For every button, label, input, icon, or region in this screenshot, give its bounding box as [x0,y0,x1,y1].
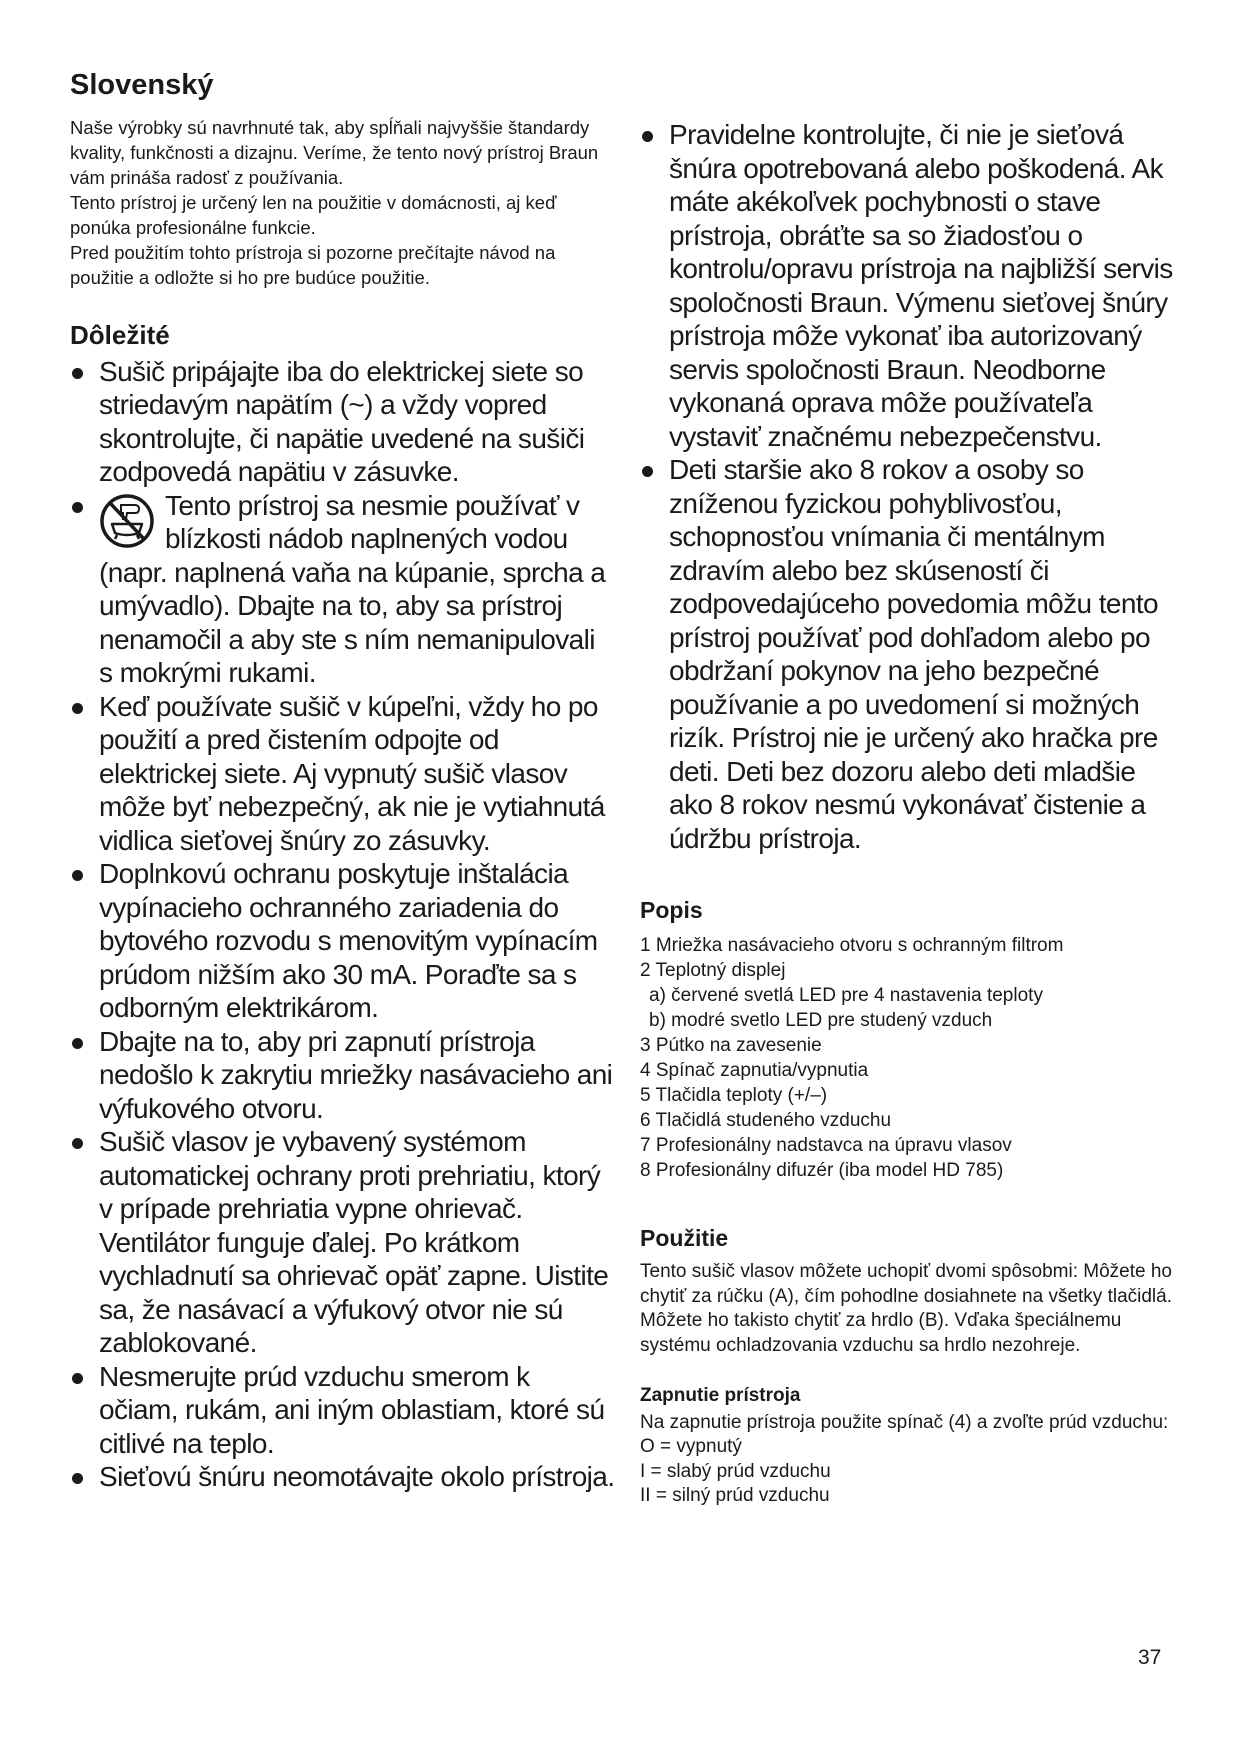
zapnutie-paragraph: Na zapnutie prístroja použite spínač (4) a zvoľte prúd vzduchu: [640,1411,1169,1433]
bullet-icon [72,1473,83,1484]
part-item: 6 Tlačidlá studeného vzduchu [640,1109,892,1131]
part-item: 3 Pútko na zavesenie [640,1034,822,1056]
bullet-icon [642,131,653,142]
safety-item: Sušič vlasov je vybavený systémom automatickej ochrany proti prehriatiu, ktorý v prípade prehriatia vypne ohrievač. Ventilátor funguje ďalej. Po krátkom vychladnutí sa ohrievač opäť zapne. Uistite sa, že nasávací a výfukový otvor nie sú zablokované. [70,1125,615,1360]
mode-item: O = vypnutý [640,1436,742,1458]
safety-item: Deti staršie ako 8 rokov a osoby so zníženou fyzickou pohyblivosťou, schopnosťou vnímania či mentálnym zdravím alebo bez skúseností či zodpovedajúceho povedomia môžu tento prístroj používať pod dohľadom alebo po obdržaní pokynov na jeho bezpečné používanie a po uvedomení si možných rizík. Prístroj nie je určený ako hračka pre deti. Deti bez dozoru alebo deti mladšie ako 8 rokov nesmú vykonávať čistenie a údržbu prístroja. [640,453,1185,855]
part-item: 2 Teplotný displej [640,959,786,981]
parts-list [640,933,1185,1183]
page-number: 37 [1138,1646,1162,1669]
airflow-modes-list [640,1435,1185,1509]
bullet-icon [72,703,83,714]
part-item: 5 Tlačidla teploty (+/–) [640,1084,828,1106]
pouzitie-paragraph: Môžete ho takisto chytiť za hrdlo (B). Vďaka špeciálnemu systému ochladzovania vzduchu sa hrdlo nezohreje. [640,1310,1122,1356]
important-heading: Dôležité [70,319,170,350]
part-item: 4 Spínač zapnutia/vypnutia [640,1059,869,1081]
safety-list-left [70,355,615,1494]
bullet-icon [72,870,83,881]
safety-item: Sieťovú šnúru neomotávajte okolo prístroja. [70,1460,615,1494]
bullet-icon [72,1373,83,1384]
zapnutie-heading: Zapnutie prístroja [640,1385,801,1407]
part-item: 7 Profesionálny nadstavca na úpravu vlasov [640,1134,1012,1156]
safety-list-right [640,118,1185,855]
intro-paragraph: Naše výrobky sú navrhnuté tak, aby spĺňali najvyššie štandardy kvality, funkčnosti a dizajnu. Veríme, že tento nový prístroj Braun vám prináša radosť z používania. [70,116,599,188]
mode-item: I = slabý prúd vzduchu [640,1460,831,1482]
part-item: 8 Profesionálny difuzér (iba model HD 785) [640,1159,1004,1181]
safety-item: Keď používate sušič v kúpeľni, vždy ho po použití a pred čistením odpojte od elektrickej siete. Aj vypnutý sušič vlasov môže byť nebezpečný, ak nie je vytiahnutá vidlica sieťovej šnúry zo zásuvky. [70,690,615,858]
safety-item: Tento prístroj sa nesmie používať v blízkosti nádob naplnených vodou (napr. naplnená vaňa na kúpanie, sprcha a umývadlo). Dbajte na to, aby sa prístroj nenamočil a aby ste s ním nemanipulovali s mokrými rukami. [70,489,615,690]
no-water-bath-icon [99,491,155,549]
pouzitie-paragraph: Tento sušič vlasov môžete uchopiť dvomi spôsobmi: Môžete ho chytiť za rúčku (A), čím pohodlne dosiahnete na všetky tlačidlá. [640,1261,1172,1307]
intro-text [70,115,615,290]
intro-paragraph: Pred použitím tohto prístroja si pozorne prečítajte návod na použitie a odložte si ho pre budúce použitie. [70,241,556,288]
part-item: 1 Mriežka nasávacieho otvoru s ochranným filtrom [640,934,1064,956]
bullet-icon [642,466,653,477]
safety-item: Dbajte na to, aby pri zapnutí prístroja nedošlo k zakrytiu mriežky nasávacieho ani výfukového otvoru. [70,1025,615,1126]
intro-paragraph: Tento prístroj je určený len na použitie v domácnosti, aj keď ponúka profesionálne funkcie. [70,191,557,238]
left-column [70,68,615,1494]
part-subitem: a) červené svetlá LED pre 4 nastavenia teploty [649,984,1043,1006]
bullet-icon [72,1138,83,1149]
safety-item: Pravidelne kontrolujte, či nie je sieťová šnúra opotrebovaná alebo poškodená. Ak máte akékoľvek pochybnosti o stave prístroja, obráťte sa so žiadosťou o kontrolu/opravu prístroja na najbližší servis spoločnosti Braun. Výmenu sieťovej šnúry prístroja môže vykonať iba autorizovaný servis spoločnosti Braun. Neodborne vykonaná oprava môže používateľa vystaviť značnému nebezpečenstvu. [640,118,1185,453]
pouzitie-text [640,1260,1185,1358]
page-title: Slovenský [70,69,214,101]
pouzitie-heading: Použitie [640,1224,729,1251]
bullet-icon [72,502,83,513]
mode-item: II = silný prúd vzduchu [640,1485,830,1507]
part-subitem: b) modré svetlo LED pre studený vzduch [649,1009,993,1031]
bullet-icon [72,368,83,379]
safety-item: Sušič pripájajte iba do elektrickej siete so striedavým napätím (~) a vždy vopred skontrolujte, či napätie uvedené na sušiči zodpovedá napätiu v zásuvke. [70,355,615,489]
zapnutie-text [640,1411,1185,1436]
safety-item: Doplnkovú ochranu poskytuje inštalácia vypínacieho ochranného zariadenia do bytového rozvodu s menovitým vypínacím prúdom nižším ako 30 mA. Poraďte sa s odborným elektrikárom. [70,857,615,1025]
safety-item: Nesmerujte prúd vzduchu smerom k očiam, rukám, ani iným oblastiam, ktoré sú citlivé na teplo. [70,1360,615,1461]
right-column [640,118,1185,1509]
popis-heading: Popis [640,897,703,923]
bullet-icon [72,1038,83,1049]
